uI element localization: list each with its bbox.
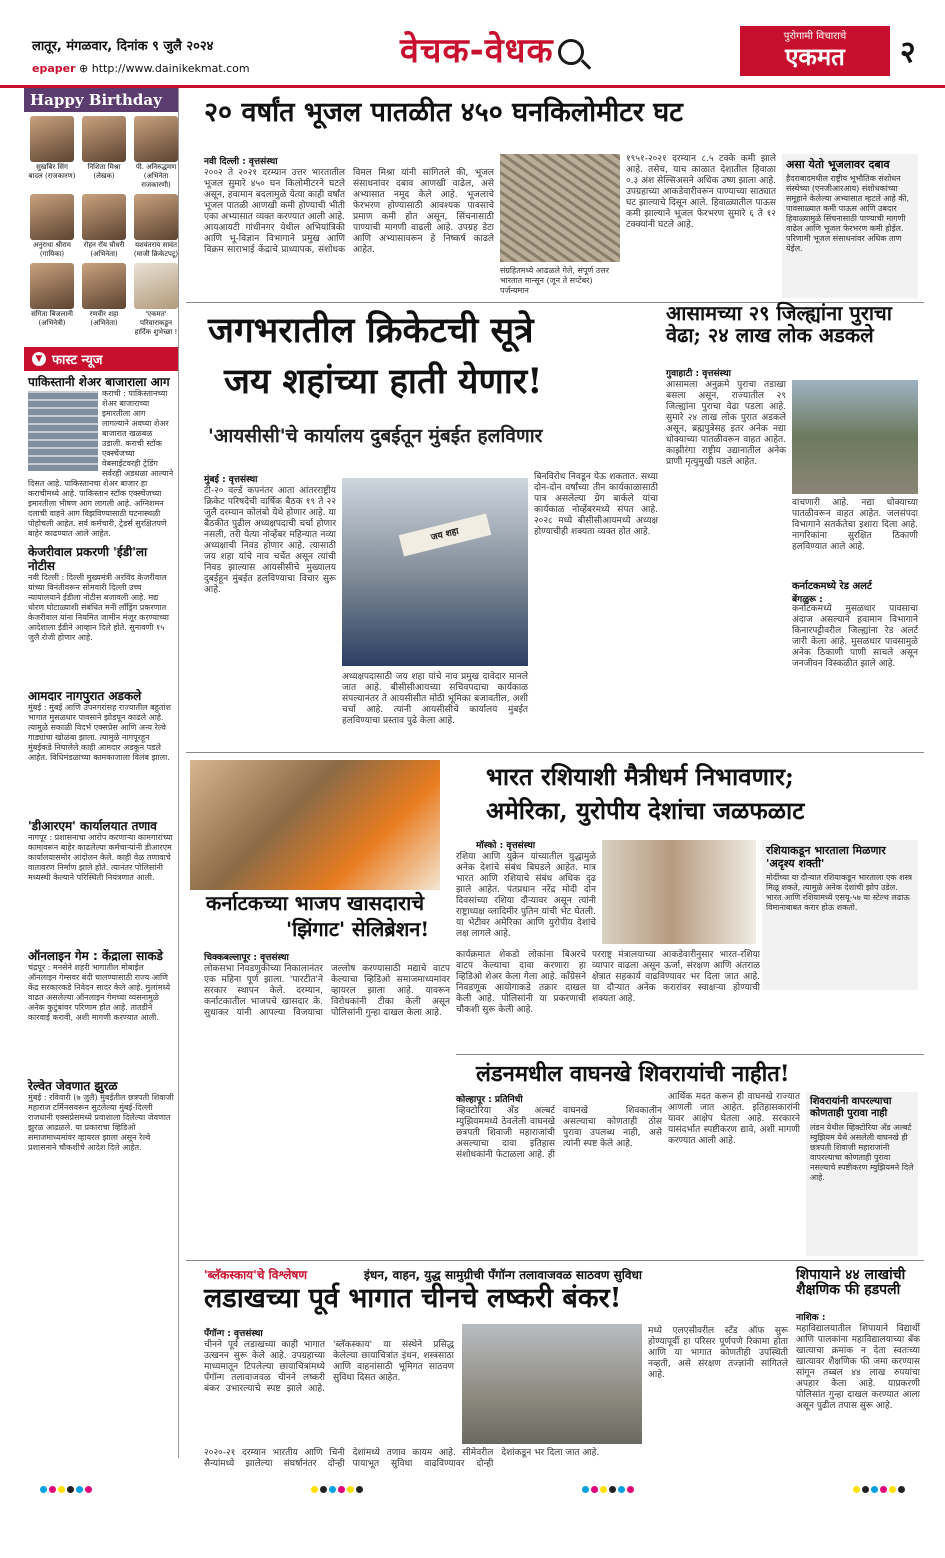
russia-sidebar-body: मोदींच्या या दौऱ्यात रशियाकडून भारताला एक शस्त्र मिळू शकते, त्यामुळे अनेक देशांची झोप उडेल. भारत आणि रशियामध्ये एसयू-५७ या स्टेल्थ लढाऊ विमानाबाबत करार होऊ शकतो. bbox=[766, 873, 913, 912]
assam-body-2: वाचणारी आहे. नद्या धोक्याच्या पातळीवरून वाहत आहेत. जलसंपदा विभागाने सतर्कतेचा इशारा दिला आहे. नागरिकांना सुरक्षित ठिकाणी हलविण्यात आले आहे. bbox=[792, 498, 918, 552]
wagh-nakh-dateline: कोल्हापूर : प्रतिनिधी bbox=[456, 1095, 523, 1105]
karnataka-mp-headline-1: कर्नाटकच्या भाजप खासदाराचे bbox=[206, 891, 425, 915]
fast-news-item-title: पाकिस्तानी शेअर बाजाराला आग bbox=[28, 375, 170, 389]
page-number: २ bbox=[900, 35, 916, 70]
dry-land-photo bbox=[500, 154, 620, 262]
birthday-card bbox=[132, 116, 180, 190]
birthday-name: सुखबिर सिंग बादल (राजकारण) bbox=[28, 163, 76, 180]
assam-body: आसामला अनुक्रमे पुराचा तडाखा बसला असून, राज्यातील २९ जिल्ह्यांना पुराचा वेढा पडला आहे. सुमारे २४ लाख लोक पुरात अडकले असून, ब्रह्मपुत्रेसह इतर अनेक नद्या धोक्याच्या पातळीवरून वाहत आहेत. काझीरंगा राष्ट्रीय उद्यानातील अनेक प्राणी मृत्युमुखी पडले आहेत. bbox=[666, 380, 786, 467]
epaper-label: epaper bbox=[32, 62, 76, 75]
color-dots bbox=[311, 1486, 363, 1493]
fast-news-item bbox=[24, 685, 178, 815]
karnataka-alert-dateline: बेंगळुरू : bbox=[792, 595, 823, 605]
chevron-down-icon: ▼ bbox=[32, 352, 46, 366]
divider bbox=[186, 1260, 924, 1261]
cricket-bat-text: जय शहा bbox=[399, 513, 492, 556]
wagh-nakh-sidebar bbox=[806, 1092, 918, 1256]
fast-news-item-title: ऑनलाइन गेम : केंद्राला साकडे bbox=[28, 949, 163, 963]
brand-tagline: पुरोगामी विचाराचे bbox=[783, 31, 847, 42]
birthday-card bbox=[28, 194, 76, 259]
cricket-body: टी-२० वर्ल्ड कपनंतर आता आंतरराष्ट्रीय क्रिकेट परिषदेची वार्षिक बैठक १९ ते २२ जुलै दरम्यान कोलंबो येथे होणार आहे. या बैठकीत पुढील अध्यक्षपदाची चर्चा होणार नसली, तरी येत्या नोव्हेंबर महिन्यात नव्या अध्यक्षाची निवड होणार आहे. त्यासाठी जय शहा यांचे नाव चर्चेत असून त्यांची निवड झाल्यास आयसीसीचे मुख्यालय दुबईहून मुंबईत हलविण्याचा विचार सुरू आहे. bbox=[204, 486, 336, 595]
globe-icon: ⊕ bbox=[79, 62, 89, 75]
birthday-card bbox=[132, 263, 180, 337]
color-dots bbox=[582, 1486, 634, 1493]
fast-news-item-body: मुंबई : मुंबई आणि उपनगरांसह राज्यातील बहुतांश भागात मुसळधार पावसाने झोडपून काढले आहे. त्यामुळे सकाळी विदर्भ एक्सप्रेस आणि अन्य रेल्वे गाड्यांचा खोळंबा झाला. त्यामुळे नागपूरहून मुंबईकडे निघालेले काही आमदार अडकून पडले आहेत. विधिमंडळाच्या कामकाजाला विलंब झाला. bbox=[28, 703, 171, 762]
cricket-headline-2: जय शहांच्या हाती येणार! bbox=[224, 361, 543, 402]
left-column bbox=[24, 88, 179, 1458]
karnataka-alert-body: कर्नाटकमध्ये मुसळधार पावसाचा अंदाज असल्याने हवामान विभागाने किनारपट्टीवरील जिल्ह्यांना रेड अलर्ट जारी केला आहे. मुसळधार पावसामुळे अनेक ठिकाणी पाणी साचले असून जनजीवन विस्कळीत झाले आहे. bbox=[792, 604, 918, 669]
fast-news-item-title: केजरीवाल प्रकरणी 'ईडी'ला नोटीस bbox=[28, 545, 148, 573]
fast-news-item bbox=[24, 541, 178, 685]
wagh-nakh-headline: लंडनमधील वाघनखे शिवरायांची नाहीत! bbox=[476, 1061, 790, 1087]
birthday-name: पी. अनिरुद्धमण (अभिनेता राजकारणी) bbox=[135, 163, 177, 189]
birthday-title: Happy Birthday bbox=[24, 88, 178, 112]
karnataka-mp-body-2: कार्यक्रमात शेकडो लोकांना बिअरचे वाटप केल्याचा दावा करणारा हा व्हिडिओ शेअर केला गेला आहे. काँग्रेसने निवडणूक आयोगाकडे तक्रार दाखल केली आहे. पोलिसांनी या प्रकरणाची चौकशी सुरू केली आहे. bbox=[456, 950, 586, 1015]
birthday-card bbox=[28, 263, 76, 337]
groundwater-dateline: नवी दिल्ली : वृत्तसंस्था bbox=[204, 157, 278, 167]
flood-photo bbox=[792, 380, 918, 494]
color-dots bbox=[853, 1486, 905, 1493]
russia-headline-1: भारत रशियाशी मैत्रीधर्म निभावणार; bbox=[486, 762, 794, 791]
birthday-name: रणवीर शहा (अभिनेता) bbox=[89, 310, 119, 327]
birthday-card bbox=[80, 263, 128, 337]
avatar bbox=[134, 116, 178, 162]
birthday-card bbox=[132, 194, 180, 259]
stock-exchange-photo bbox=[28, 391, 98, 471]
birthday-name: अनुराधा श्रीराम (गायिका) bbox=[33, 241, 71, 258]
birthday-card bbox=[28, 116, 76, 190]
birthday-name: संगिता बिजलानी (अभिनेत्री) bbox=[31, 310, 73, 327]
russia-sidebar-title: रशियाकडून भारताला मिळणार 'अदृश्य शक्ती' bbox=[766, 844, 886, 870]
epaper-line bbox=[32, 62, 250, 75]
cricket-dateline: मुंबई : वृत्तसंस्था bbox=[204, 475, 258, 485]
china-body-3: मध्ये एलएसीवरील स्टँड ऑफ सुरू होण्यापूर्वी हा परिसर पूर्णपणे रिकामा होता आणि या भागात कोणतीही उपस्थिती नव्हती, असे संरक्षण तज्ज्ञांनी सांगितले आहे. bbox=[648, 1326, 788, 1380]
fast-news-title: फास्ट न्यूज bbox=[52, 353, 103, 368]
fast-news-item bbox=[24, 371, 178, 541]
color-dots bbox=[40, 1486, 92, 1493]
groundwater-body: २००२ ते २०२१ दरम्यान उत्तर भारतातील भूजल सुमारे ४५० घन किलोमीटरने घटले असून, हवामान बदलामुळे येत्या काही वर्षांत भूजल पातळी आणखी कमी होण्याची भीती एका अभ्यासात व्यक्त करण्यात आली आहे. आयआयटी गांधीनगर येथील अभियांत्रिकी आणि भू-विज्ञान विभागाने प्रमुख आणि विक्रम साराभाई केंद्राचे प्राध्यापक, संशोधक विमल मिश्रा यांनी सांगितले की, भूजल संसाधनांवर दबाव आणखी वाढेल, असे अभ्यासात नमूद केले आहे. भूजलाचे फेरभरण होण्यासाठी आवश्यक पावसाचे प्रमाण कमी होत असून, सिंचनासाठी पाण्याची मागणी वाढली आहे. उपग्रह डेटा आणि अभ्यासावरून हे निष्कर्ष काढले आहेत. bbox=[204, 168, 494, 255]
birthday-name: 'एकमत' परिवाराकडून हार्दिक शुभेच्छा ! bbox=[134, 310, 178, 336]
fast-news-item-title: रेल्वेत जेवणात झुरळ bbox=[28, 1079, 118, 1093]
modi-putin-photo bbox=[602, 840, 756, 944]
fast-news-item-title: 'डीआरएम' कार्यालयात तणाव bbox=[28, 819, 157, 833]
groundwater-sidebar-body: हैदराबादमधील राष्ट्रीय भूभौतिक संशोधन संस्थेच्या (एनजीआरआय) संशोधकांच्या समूहाने केलेल्या अभ्यासात म्हटले आहे की, पावसाळ्यात कमी पाऊस आणि उबदार हिवाळ्यामुळे सिंचनासाठी पाण्याची मागणी वाढेल आणि भूजल फेरभरण कमी होईल. परिणामी भूजल संसाधनांवर अधिक ताण येईल. bbox=[786, 174, 910, 253]
education-body: महाविद्यालयातील शिपायाने विद्यार्थी आणि पालकांना महाविद्यालयाच्या बँक खात्याचा क्रमांक न देता स्वतःच्या खात्यावर शैक्षणिक फी जमा करण्यास सांगून तब्बल ४४ लाख रुपयांचा अपहार केला आहे. याप्रकरणी पोलिसांत गुन्हा दाखल करण्यात आला असून पुढील तपास सुरू आहे. bbox=[796, 1324, 920, 1411]
groundwater-caption: संग्रहितमध्ये आढळले गेले, संपूर्ण उत्तर भारतात मान्सून (जून ते सप्टेंबर) पर्जन्यमान bbox=[500, 266, 609, 295]
cricket-subhead: 'आयसीसी'चे कार्यालय दुबईतून मुंबईत हलविणार bbox=[208, 425, 543, 447]
russia-dateline: मॉस्को : वृत्तसंस्था bbox=[476, 841, 536, 851]
divider bbox=[186, 752, 924, 753]
celebration-photo bbox=[190, 760, 440, 890]
cricket-headline-1: जगभरातील क्रिकेटची सूत्रे bbox=[208, 310, 534, 351]
assam-dateline: गुवाहाटी : वृत्तसंस्था bbox=[666, 369, 731, 379]
avatar bbox=[30, 116, 74, 162]
cricket-body-2: अध्यक्षपदासाठी जय शहा यांचे नाव प्रमुख दावेदार मानले जात आहे. बीसीसीआयच्या सचिवपदाचा कार्यकाळ संपल्यानंतर ते आयसीसीत मोठी भूमिका बजावतील, अशी चर्चा आहे. त्यांनी आयसीसीचे कार्यालय मुंबईत हलविण्याचा प्रस्ताव पुढे केला आहे. bbox=[342, 672, 528, 726]
russia-body: रशिया आणि युक्रेन यांच्यातील युद्धामुळे अनेक देशांचे संबंध बिघडले आहेत. मात्र भारत आणि रशियाचे संबंध अधिक दृढ झाले आहेत. पंतप्रधान नरेंद्र मोदी दोन दिवसांच्या रशिया दौऱ्यावर असून त्यांनी राष्ट्राध्यक्ष व्लादिमीर पुतिन यांची भेट घेतली. या भेटीवर अमेरिका आणि युरोपीय देशांचे लक्ष लागले आहे. bbox=[456, 852, 596, 939]
china-kicker: 'ब्लॅकस्काय'चे विश्लेषण bbox=[204, 1268, 308, 1282]
avatar bbox=[82, 116, 126, 162]
fast-news-item bbox=[24, 815, 178, 945]
education-headline: शिपायाने ४४ लाखांची शैक्षणिक फी हडपली bbox=[796, 1267, 906, 1299]
avatar bbox=[82, 194, 126, 240]
china-headline: लडाखच्या पूर्व भागात चीनचे लष्करी बंकर! bbox=[204, 1283, 622, 1314]
fast-news-item-body: कराची : पाकिस्तानच्या शेअर बाजाराच्या इमारतीला आग लागल्याने अवघ्या शेअर बाजारात खळबळ उडाली. कराची स्टॉक एक्स्चेंजच्या वेबसाईटवरही ट्रेडिंग सर्वरही अडथळा आल्याने दिसत आहे. पाकिस्तानचा शेअर बाजार हा कराचीमध्ये आहे. पाकिस्तान स्टॉक एक्स्चेंजच्या इमारतीला भीषण आग लागली आहे. अग्निशमन दलाची वाहने आग विझविण्यासाठी घटनास्थळी पोहोचली आहेत. सर्व कर्मचारी, ट्रेडर्स सुरक्षितपणे बाहेर काढण्यात आले आहेत. bbox=[28, 389, 174, 538]
wagh-nakh-body-2: आर्थिक मदत करून ही वाघनखे राज्यात आणली जात आहेत. इतिहासकारांनी यावर आक्षेप घेतला आहे. सरकारने यासंदर्भात स्पष्टीकरण द्यावे, अशी मागणी करण्यात आली आहे. bbox=[668, 1092, 800, 1146]
russia-sidebar bbox=[762, 840, 918, 990]
fast-news-item bbox=[24, 1075, 178, 1205]
page-header bbox=[0, 0, 945, 88]
wagh-nakh-sidebar-body: लंडन येथील व्हिक्टोरिया अँड अल्बर्ट म्युझियम येथे असलेली वाघनखे ही छत्रपती शिवाजी महाराजांनी वापरल्याचा कोणताही पुरावा नसल्याचे स्पष्टीकरण म्युझियमने दिले आहे. bbox=[810, 1123, 914, 1182]
avatar bbox=[30, 263, 74, 309]
education-dateline: नाशिक : bbox=[796, 1313, 826, 1323]
birthday-card bbox=[80, 194, 128, 259]
china-body: चीनने पूर्व लडाखच्या काही भागात उत्खनन सुरू केले आहे. उपग्रहाच्या माध्यमातून टिपलेल्या छायाचित्रांमध्ये पॅंगॉन्ग तलावाजवळ चीनने लष्करी बंकर उभारल्याचे स्पष्ट झाले आहे. 'ब्लॅकस्काय' या संस्थेने प्रसिद्ध केलेल्या छायाचित्रांत इंधन, शस्त्रसाठा आणि वाहनांसाठी भूमिगत साठवण सुविधा दिसत आहेत. bbox=[204, 1340, 454, 1394]
section-title: वेचक-वेधक bbox=[400, 31, 554, 71]
birthday-name: यशवंतराय सावंत (माजी क्रिकेटपटू) bbox=[133, 241, 179, 258]
groundwater-sidebar bbox=[782, 154, 918, 298]
karnataka-alert-title: कर्नाटकमध्ये रेड अलर्ट bbox=[792, 581, 872, 592]
satellite-bunker-photo bbox=[462, 1324, 642, 1444]
groundwater-sidebar-title: असा येतो भूजलावर दबाव bbox=[786, 158, 890, 171]
magnifier-icon bbox=[558, 39, 584, 65]
china-dateline: पॅंगॉन्ग : वृत्तसंस्था bbox=[204, 1329, 263, 1339]
fast-news-list bbox=[24, 371, 178, 1205]
brand-name: एकमत bbox=[785, 43, 845, 71]
china-kicker-text: इंधन, वाहन, युद्ध सामुग्रीची पॅंगॉन्ग तलावाजवळ साठवण सुविधा bbox=[364, 1268, 643, 1282]
assam-headline: आसामच्या २९ जिल्ह्यांना पुराचा वेढा; २४ लाख लोक अडकले bbox=[666, 301, 892, 347]
avatar bbox=[134, 263, 178, 309]
fast-news-item-title: आमदार नागपुरात अडकले bbox=[28, 689, 142, 703]
epaper-url[interactable]: http://www.dainikekmat.com bbox=[91, 62, 250, 75]
birthday-grid bbox=[24, 112, 178, 341]
print-registration-marks bbox=[0, 1478, 945, 1501]
avatar bbox=[134, 194, 178, 240]
birthday-name: निशिता मिश्रा (लेखक) bbox=[87, 163, 121, 180]
karnataka-mp-body: लोकसभा निवडणुकीच्या निकालानंतर एक महिना पूर्ण झाला. 'पारटीत'ने सरकार स्थापन केले. दरम्यान, कर्नाटकातील भाजपचे खासदार के. सुधाकर यांनी आपल्या विजयाचा जल्लोष करण्यासाठी मद्याचे वाटप केल्याचा व्हिडिओ समाजमाध्यमांवर व्हायरल झाला आहे. यावरून विरोधकांनी टीका केली असून पोलिसांनी गुन्हा दाखल केला आहे. bbox=[204, 964, 450, 1018]
groundwater-headline: २० वर्षांत भूजल पातळीत ४५० घनकिलोमीटर घट bbox=[204, 97, 683, 128]
avatar bbox=[82, 263, 126, 309]
fast-news-item-body: नागपूर : प्रशासनाचा आरोप करणाऱ्या कामगारांच्या कामावरून बाहेर काढलेल्या कर्मचाऱ्यांनी डीआरएम कार्यालयासमोर आंदोलन केले. काही वेळ तणावाचे वातावरण निर्माण झाले होते. त्यानंतर पोलिसांनी मध्यस्थी केल्याने परिस्थिती नियंत्रणात आली. bbox=[28, 833, 173, 882]
birthday-card bbox=[80, 116, 128, 190]
wagh-nakh-body: व्हिक्टोरिया अँड अल्बर्ट म्युझियममध्ये ठेवलेली वाघनखे छत्रपती शिवाजी महाराजांची असल्याचा दावा इतिहास संशोधकांनी फेटाळला आहे. ही वाघनखे शिवकालीन असल्याचा कोणताही ठोस पुरावा उपलब्ध नाही, असे त्यांनी स्पष्ट केले आहे. bbox=[456, 1106, 662, 1160]
fast-news-item-body: नवी दिल्ली : दिल्ली मुख्यमंत्री अरविंद केजरीवाल यांच्या विनंतीवरून सोमवारी दिल्ली उच्च न्यायालयाने ईडीला नोटीस बजावली आहे. मद्य धोरण घोटाळ्याशी संबंधित मनी लाँड्रिंग प्रकरणात केजरीवाल यांना नियमित जामीन मंजूर करण्याच्या आदेशाला ईडीने आव्हान दिले होते. सुनावणी १५ जुलै रोजी होणार आहे. bbox=[28, 573, 169, 642]
karnataka-mp-dateline: चिक्कबल्लापूर : वृत्तसंस्था bbox=[204, 953, 289, 963]
section-masthead bbox=[400, 26, 584, 72]
russia-body-2: परराष्ट्र मंत्रालयाच्या आकडेवारीनुसार भारत-रशिया व्यापार वाढला असून ऊर्जा, संरक्षण आणि अंतराळ क्षेत्रात सहकार्य वाढविण्यावर भर दिला जात आहे. या दौऱ्यात अनेक करारांवर स्वाक्षऱ्या होण्याची शक्यता आहे. bbox=[592, 950, 760, 1004]
fast-news-item-body: मुंबई : रविवारी (७ जुलै) मुंबईतील छत्रपती शिवाजी महाराज टर्मिनसवरून सुटलेल्या मुंबई-दिल्ली राजधानी एक्सप्रेसमध्ये प्रवाशाला दिलेल्या जेवणात झुरळ आढळले. या प्रकाराचा व्हिडिओ समाजमाध्यमांवर व्हायरल झाला असून रेल्वे प्रशासनाने चौकशीचे आदेश दिले आहेत. bbox=[28, 1093, 174, 1152]
fast-news-header bbox=[24, 347, 178, 371]
russia-headline-2: अमेरिका, युरोपीय देशांचा जळफळाट bbox=[486, 796, 805, 825]
jay-shah-photo bbox=[342, 478, 528, 666]
wagh-nakh-sidebar-title: शिवरायांनी वापरल्याचा कोणताही पुरावा नाही bbox=[810, 1096, 892, 1119]
cricket-body-3: बिनविरोध निवडून येऊ शकतात. सध्या दोन-दोन वर्षांच्या तीन कार्यकाळासाठी पात्र असलेल्या ग्रेग बार्कले यांचा कार्यकाळ नोव्हेंबरमध्ये संपत आहे. २०२८ मध्ये बीसीसीआयमध्ये अध्यक्ष होण्याचीही शक्यता व्यक्त होत आहे. bbox=[534, 472, 658, 537]
divider bbox=[456, 1054, 924, 1055]
karnataka-mp-headline-2: 'झिंगाट' सेलिब्रेशन! bbox=[286, 917, 430, 941]
groundwater-body-2: १९५१-२०२१ दरम्यान ८.५ टक्के कमी झाले आहे. तसेच, याच काळात देशातील हिवाळा ०.३ अंश सेल्सिअसने अधिक उष्ण झाला आहे. उपग्रहाच्या आकडेवारीवरून पाण्याच्या साठ्यात घट झाल्याचे दिसून आले. हिवाळ्यातील पाऊस कमी झाल्याने भूजल फेरभरण सुमारे ६ ते १२ टक्क्यांनी घटले आहे. bbox=[626, 154, 776, 230]
issue-date: लातूर, मंगळवार, दिनांक ९ जुलै २०२४ bbox=[32, 39, 214, 54]
avatar bbox=[30, 194, 74, 240]
fast-news-item-body: चंद्रपूर : मनसेने शहरी भागातील मोबाईल ऑनलाइन गेम्सवर बंदी घालण्यासाठी राज्य आणि केंद्र सरकारकडे निवेदन सादर केले आहे. मुलांमध्ये वाढत असलेल्या ऑनलाइन गेमच्या व्यसनामुळे अनेक कुटुंबांवर परिणाम होत आहे. तातडीने कारवाई करावी, अशी मागणी करण्यात आली. bbox=[28, 963, 171, 1022]
fast-news-item bbox=[24, 945, 178, 1075]
brand-logo bbox=[740, 26, 890, 76]
china-body-2: २०२०-२१ दरम्यान भारतीय आणि चिनी सैन्यांमध्ये झालेल्या संघर्षानंतर दोन्ही देशांमध्ये तणाव कायम आहे. सीमेवरील पायाभूत सुविधा वाढविण्यावर दोन्ही देशांकडून भर दिला जात आहे. bbox=[204, 1448, 600, 1469]
birthday-name: रोहन रॉय चौधरी (अभिनेता) bbox=[83, 241, 125, 258]
